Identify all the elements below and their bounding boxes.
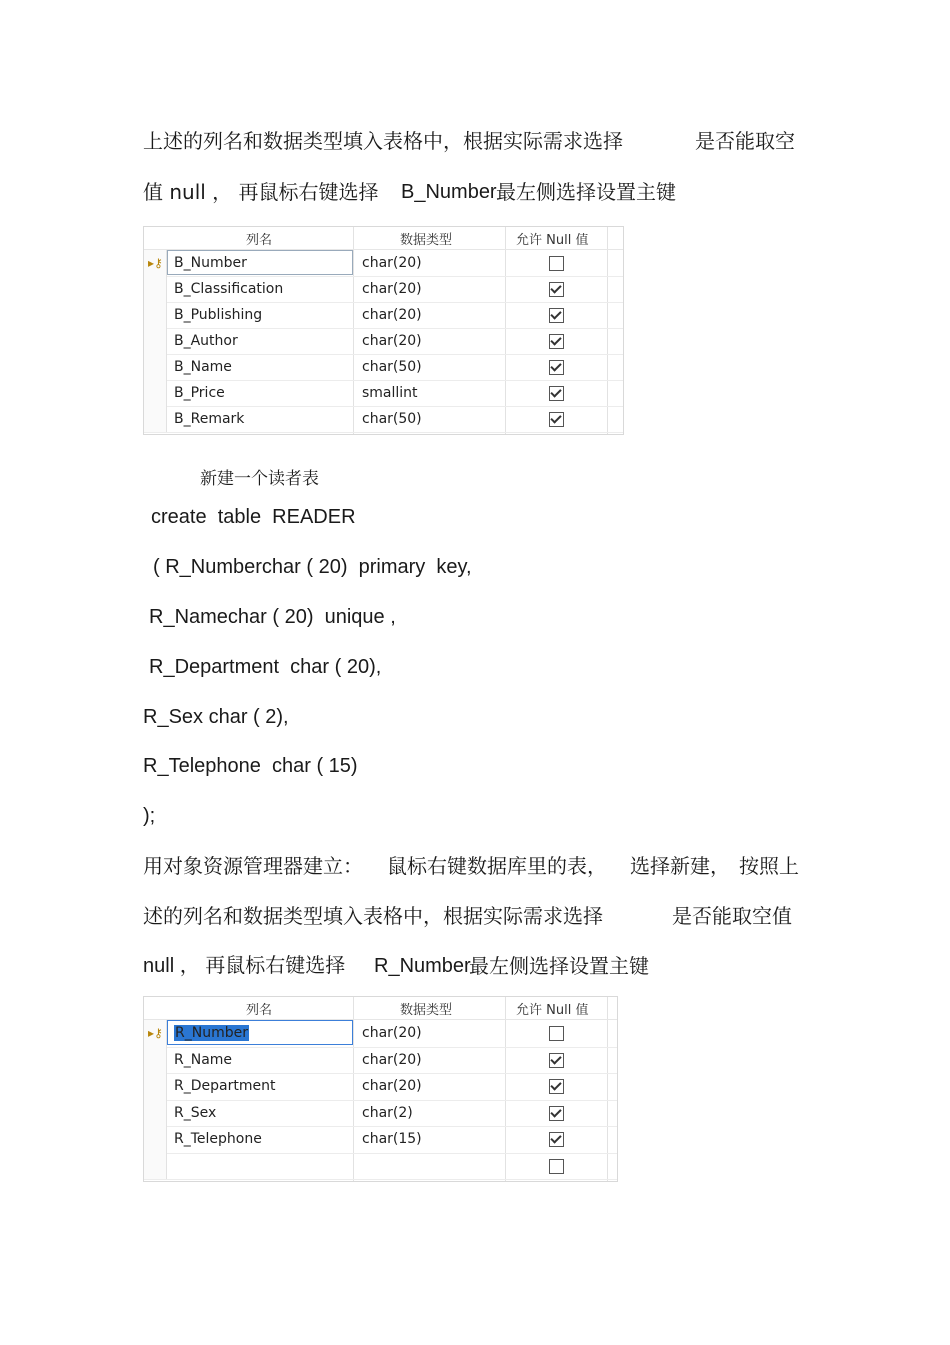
row-selector[interactable] bbox=[144, 406, 167, 432]
para1-line1-text: 上述的列名和数据类型填入表格中，根据实际需求选择 bbox=[143, 129, 623, 153]
para2-line1-c: 选择新建， bbox=[630, 854, 730, 878]
data-type-cell[interactable]: char(20) bbox=[362, 255, 422, 271]
para1-line2-text: 值 null ， 再鼠标右键选择 bbox=[143, 180, 379, 204]
data-type-cell[interactable]: smallint bbox=[362, 385, 418, 401]
allow-null-checkbox[interactable] bbox=[549, 1026, 564, 1041]
table-row[interactable] bbox=[144, 1020, 617, 1048]
allow-null-checkbox[interactable] bbox=[549, 1079, 564, 1094]
table-row[interactable] bbox=[144, 250, 623, 277]
para1-line2-tail: 最左侧选择设置主键 bbox=[496, 180, 676, 204]
column-name-cell[interactable]: B_Classification bbox=[174, 281, 284, 297]
allow-null-checkbox[interactable] bbox=[549, 308, 564, 323]
header-column-name: 列名 bbox=[246, 1003, 273, 1018]
table-row[interactable] bbox=[144, 302, 623, 329]
para2-line3-a: null ， 再鼠标右键选择 bbox=[143, 955, 346, 977]
table-row[interactable] bbox=[144, 276, 623, 303]
table-designer-books bbox=[143, 226, 624, 435]
code-line-1: create table READER bbox=[151, 506, 356, 528]
code-line-2: ( R_Numberchar ( 20) primary key, bbox=[153, 556, 472, 578]
header-column-name: 列名 bbox=[246, 233, 273, 248]
data-type-cell[interactable]: char(20) bbox=[362, 1078, 422, 1094]
grid-header bbox=[144, 227, 623, 250]
column-name-cell[interactable]: R_Number bbox=[175, 1025, 248, 1041]
row-selector[interactable] bbox=[144, 1100, 167, 1127]
table-row[interactable] bbox=[144, 406, 623, 433]
row-selector[interactable] bbox=[144, 354, 167, 380]
para1-line2-field: B_Number bbox=[401, 181, 497, 203]
column-name-cell[interactable]: B_Publishing bbox=[174, 307, 263, 323]
header-allow-null: 允许 Null 值 bbox=[516, 233, 589, 248]
table-row[interactable] bbox=[144, 1047, 617, 1075]
code-line-3: R_Namechar ( 20) unique , bbox=[149, 606, 396, 628]
row-selector[interactable] bbox=[144, 302, 167, 328]
para2-line1-a: 用对象资源管理器建立： bbox=[143, 854, 363, 878]
header-allow-null: 允许 Null 值 bbox=[516, 1003, 589, 1018]
row-selector[interactable] bbox=[144, 276, 167, 302]
primary-key-icon: ▸⚷ bbox=[148, 1026, 163, 1040]
table-designer-readers bbox=[143, 996, 618, 1182]
data-type-cell[interactable]: char(50) bbox=[362, 411, 422, 427]
code-line-5: R_Sex char ( 2), bbox=[143, 706, 289, 728]
allow-null-checkbox[interactable] bbox=[549, 386, 564, 401]
row-selector[interactable] bbox=[144, 1047, 167, 1074]
allow-null-checkbox[interactable] bbox=[549, 1159, 564, 1174]
allow-null-checkbox[interactable] bbox=[549, 412, 564, 427]
para2-line3-field: R_Number bbox=[374, 955, 471, 977]
row-selector[interactable] bbox=[144, 380, 167, 406]
para2-line2-a: 述的列名和数据类型填入表格中，根据实际需求选择 bbox=[143, 904, 603, 928]
caption-text: 新建一个读者表 bbox=[200, 469, 319, 489]
allow-null-checkbox[interactable] bbox=[549, 256, 564, 271]
table-row[interactable] bbox=[144, 1100, 617, 1128]
data-type-cell[interactable]: char(20) bbox=[362, 1051, 422, 1068]
data-type-cell[interactable]: char(20) bbox=[362, 307, 422, 323]
column-name-cell[interactable]: R_Department bbox=[174, 1078, 276, 1094]
para2-line1-b: 鼠标右键数据库里的表， bbox=[387, 854, 607, 878]
data-type-cell[interactable]: char(20) bbox=[362, 281, 422, 297]
column-name-cell[interactable]: R_Sex bbox=[174, 1104, 217, 1121]
header-data-type: 数据类型 bbox=[400, 1003, 453, 1018]
para2-line3-c: 最左侧选择设置主键 bbox=[469, 954, 649, 978]
code-line-6: R_Telephone char ( 15) bbox=[143, 755, 358, 777]
table-row[interactable] bbox=[144, 380, 623, 407]
column-name-cell[interactable]: B_Number bbox=[174, 255, 247, 271]
column-name-cell[interactable]: B_Author bbox=[174, 333, 238, 349]
primary-key-icon: ▸⚷ bbox=[148, 256, 163, 270]
data-type-cell[interactable]: char(50) bbox=[362, 359, 422, 375]
data-type-cell[interactable]: char(20) bbox=[362, 333, 422, 349]
para1-line1-tail: 是否能取空 bbox=[695, 129, 795, 153]
table-row[interactable] bbox=[144, 1153, 617, 1181]
row-selector[interactable] bbox=[144, 250, 167, 276]
table-row[interactable] bbox=[144, 354, 623, 381]
row-selector[interactable] bbox=[144, 1020, 167, 1047]
code-line-4: R_Department char ( 20), bbox=[149, 656, 382, 678]
table-row[interactable] bbox=[144, 1126, 617, 1154]
allow-null-checkbox[interactable] bbox=[549, 1053, 564, 1068]
column-name-cell[interactable]: B_Remark bbox=[174, 411, 245, 427]
column-name-cell[interactable]: R_Name bbox=[174, 1051, 233, 1068]
allow-null-checkbox[interactable] bbox=[549, 1106, 564, 1121]
grid-header bbox=[144, 997, 617, 1020]
row-selector[interactable] bbox=[144, 1153, 167, 1180]
row-selector[interactable] bbox=[144, 1126, 167, 1153]
para2-line1-d: 按照上 bbox=[739, 854, 799, 878]
table-row[interactable] bbox=[144, 1073, 617, 1101]
column-name-cell[interactable]: R_Telephone bbox=[174, 1131, 262, 1147]
allow-null-checkbox[interactable] bbox=[549, 282, 564, 297]
code-line-7: ); bbox=[143, 805, 156, 827]
table-row[interactable] bbox=[144, 328, 623, 355]
data-type-cell[interactable]: char(15) bbox=[362, 1131, 422, 1147]
row-selector[interactable] bbox=[144, 1073, 167, 1100]
column-name-cell[interactable]: B_Name bbox=[174, 359, 232, 375]
allow-null-checkbox[interactable] bbox=[549, 360, 564, 375]
row-selector[interactable] bbox=[144, 328, 167, 354]
column-name-cell[interactable]: B_Price bbox=[174, 385, 225, 401]
data-type-cell[interactable]: char(2) bbox=[362, 1104, 413, 1121]
allow-null-checkbox[interactable] bbox=[549, 334, 564, 349]
allow-null-checkbox[interactable] bbox=[549, 1132, 564, 1147]
para2-line2-b: 是否能取空值 bbox=[672, 904, 792, 928]
data-type-cell[interactable]: char(20) bbox=[362, 1025, 422, 1041]
header-data-type: 数据类型 bbox=[400, 233, 453, 248]
